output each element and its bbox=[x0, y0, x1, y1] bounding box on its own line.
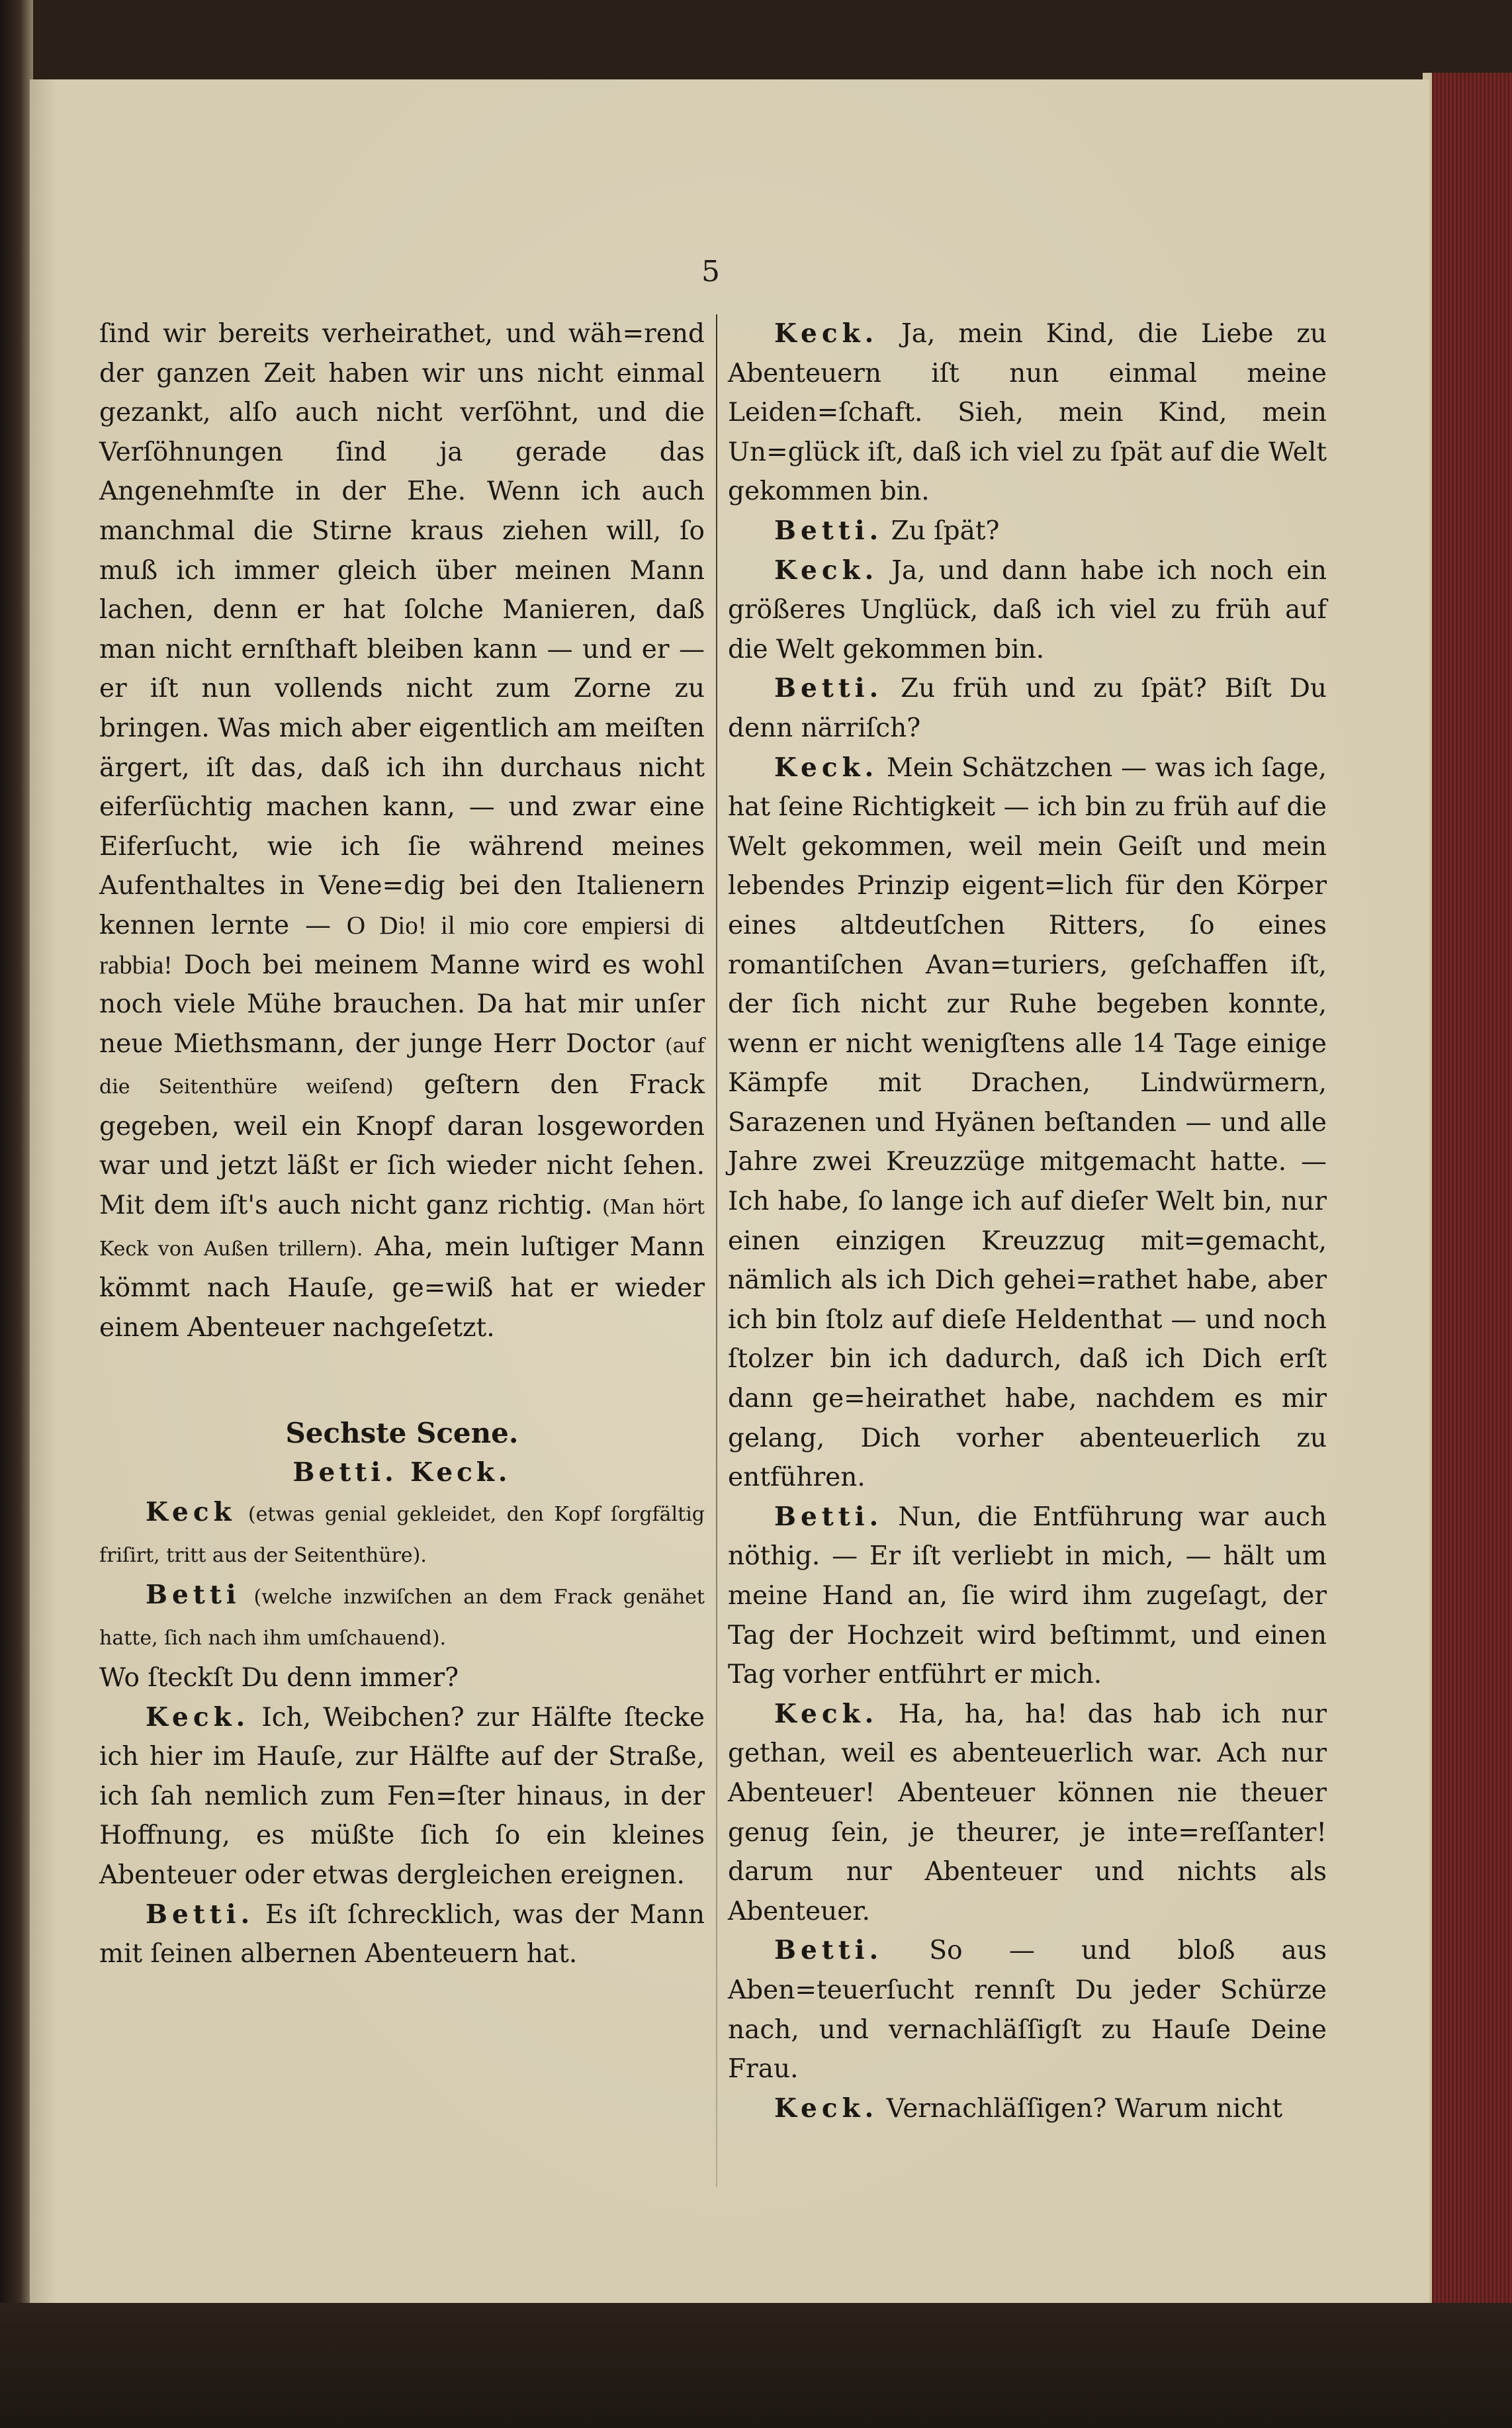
scene-title: Sechste Scene. bbox=[285, 1417, 519, 1450]
speaker-name: Betti bbox=[146, 1579, 241, 1610]
scene-cast: Betti. Keck. bbox=[292, 1457, 511, 1488]
speaker-name: Keck. bbox=[774, 318, 879, 349]
column-divider bbox=[716, 314, 717, 2187]
paragraph: ſind wir bereits verheirathet, und wäh=rend der ganzen Zeit haben wir uns nicht einmal gezankt, alſo auch nicht verſöhnt, und die Verſöhnungen ſind ja gerade das Angenehmſte in der Ehe. Wenn ich auch manchmal die Stirne kraus ziehen will, ſo muß ich immer gleich über meinen Mann lachen, denn er hat ſolche Manieren, daß man nicht ernſthaft bleiben kann — und er — er iſt nun vollends nicht zum Zorne zu bringen. Was mich aber eigentlich am meiſten ärgert, iſt das, daß ich ihn durchaus nicht eiferſüchtig machen kann, — und zwar eine Eiferſucht, wie ich ſie während meines Aufenthaltes in Vene=dig bei den Italienern kennen lernte — O Dio! il mio core empiersi di rabbia! Doch bei meinem Manne wird es wohl noch viele Mühe brauchen. Da hat mir unſer neue Miethsmann, der junge Herr Doctor (auf die Seitenthüre weiſend) geſtern den Frack gegeben, weil ein Knopf daran losgeworden war und jetzt läßt er ſich wieder nicht ſehen. Mit dem iſt's auch nicht ganz richtig. (Man hört Keck von Außen trillern). Aha, mein luſtiger Mann kömmt nach Hauſe, ge=wiß hat er wieder einem Abenteuer nachgeſetzt. bbox=[99, 319, 705, 1343]
stage-direction: (auf die Seitenthüre weiſend) bbox=[99, 1034, 705, 1099]
page-number: 5 bbox=[701, 255, 720, 289]
italian-quote: O Dio! il mio core empiersi di rabbia! bbox=[99, 911, 705, 979]
left-column bbox=[99, 314, 705, 1974]
speaker-name: Keck. bbox=[774, 1698, 879, 1729]
speaker-name: Keck. bbox=[774, 555, 879, 586]
dialogue-line: Keck. Ja, mein Kind, die Liebe zu Abenteuern iſt nun einmal meine Leiden=ſchaft. Sieh, mein Kind, mein Un=glück iſt, daß ich viel zu ſpät auf die Welt gekommen bin. bbox=[728, 318, 1327, 507]
speaker-name: Keck. bbox=[774, 752, 879, 783]
dialogue-line: Betti. So — und bloß aus Aben=teuerſucht rennſt Du jeder Schürze nach, und vernachläſſigſt zu Hauſe Deine Frau. bbox=[728, 1935, 1327, 2085]
stage-direction: (Man hört Keck von Außen trillern). bbox=[99, 1196, 705, 1261]
stage-direction: (welche inzwiſchen an dem Frack genähet hatte, ſich nach ihm umſchauend). bbox=[99, 1585, 705, 1650]
dialogue-line: Betti. Nun, die Entführung war auch nöthig. — Er iſt verliebt in mich, — hält um meine Hand an, ſie wird ihm zugeſagt, der Tag der Hochzeit wird beſtimmt, und einen Tag vorher entführt er mich. bbox=[728, 1501, 1327, 1690]
dialogue-line: Betti. Zu ſpät? bbox=[774, 515, 1000, 546]
page-edges bbox=[1429, 73, 1512, 2316]
dialogue-line: Keck. Ich, Weibchen? zur Hälfte ſtecke ich hier im Hauſe, zur Hälfte auf der Straße, ich ſah nemlich zum Fen=ſter hinaus, in der Hoffnung, es müßte ſich ſo ein kleines Abenteuer oder etwas dergleichen ereignen. bbox=[99, 1701, 705, 1890]
right-column bbox=[728, 314, 1327, 2128]
dialogue-line: Betti. Es iſt ſchrecklich, was der Mann mit ſeinen albernen Abenteuern hat. bbox=[99, 1899, 705, 1969]
dialogue-line: Keck. Vernachläſſigen? Warum nicht bbox=[774, 2092, 1283, 2124]
speaker-name: Betti. bbox=[774, 1935, 883, 1966]
speaker-name: Betti. bbox=[774, 515, 883, 546]
speaker-name: Betti. bbox=[774, 1501, 883, 1532]
dialogue-line: Betti (welche inzwiſchen an dem Frack genähet hatte, ſich nach ihm umſchauend). Wo ſteckſt Du denn immer? bbox=[99, 1579, 705, 1693]
speaker-name: Keck bbox=[146, 1496, 236, 1527]
scan-bottom bbox=[0, 2303, 1512, 2428]
speaker-name: Betti. bbox=[774, 673, 883, 704]
dialogue-line bbox=[99, 1493, 705, 1576]
dialogue-line: Keck. Ja, und dann habe ich noch ein größeres Unglück, daß ich viel zu früh auf die Welt gekommen bin. bbox=[728, 555, 1327, 664]
speaker-name: Keck. bbox=[146, 1701, 250, 1732]
stage-direction: (etwas genial gekleidet, den Kopf ſorgfältig friſirt, tritt aus der Seitenthüre). bbox=[99, 1502, 705, 1568]
dialogue-line: Keck. Mein Schätzchen — was ich ſage, hat ſeine Richtigkeit — ich bin zu früh auf die Welt gekommen, weil mein Geiſt und mein lebendes Prinzip eigent=lich für den Körper eines altdeutſchen Ritters, ſo eines romantiſchen Avan=turiers, geſchaffen iſt, der ſich nicht zur Ruhe begeben konnte, wenn er nicht wenigſtens alle 14 Tage einige Kämpfe mit Drachen, Lindwürmern, Sarazenen und Hyänen beſtanden — und alle Jahre zwei Kreuzzüge mitgemacht hatte. — Ich habe, ſo lange ich auf dieſer Welt bin, nur einen einzigen Kreuzzug mit=gemacht, nämlich als ich Dich gehei=rathet habe, aber ich bin ſtolz auf dieſe Heldenthat — und noch ſtolzer bin ich dadurch, daß ich Dich erſt dann ge=heirathet habe, nachdem es mir gelang, Dich vorher abenteuerlich zu entführen. bbox=[728, 752, 1327, 1493]
speaker-name: Betti. bbox=[146, 1899, 255, 1930]
speaker-name: Keck. bbox=[774, 2092, 879, 2124]
dialogue-line: Keck. Ha, ha, ha! das hab ich nur gethan, weil es abenteuerlich war. Ach nur Abenteuer! Abenteuer können nie theuer genug ſein, je theurer, je inte=reſſanter! darum nur Abenteuer und nichts als Abenteuer. bbox=[728, 1698, 1327, 1926]
dialogue-line: Betti. Zu früh und zu ſpät? Biſt Du denn närriſch? bbox=[728, 673, 1327, 743]
book-gutter bbox=[0, 0, 33, 2428]
